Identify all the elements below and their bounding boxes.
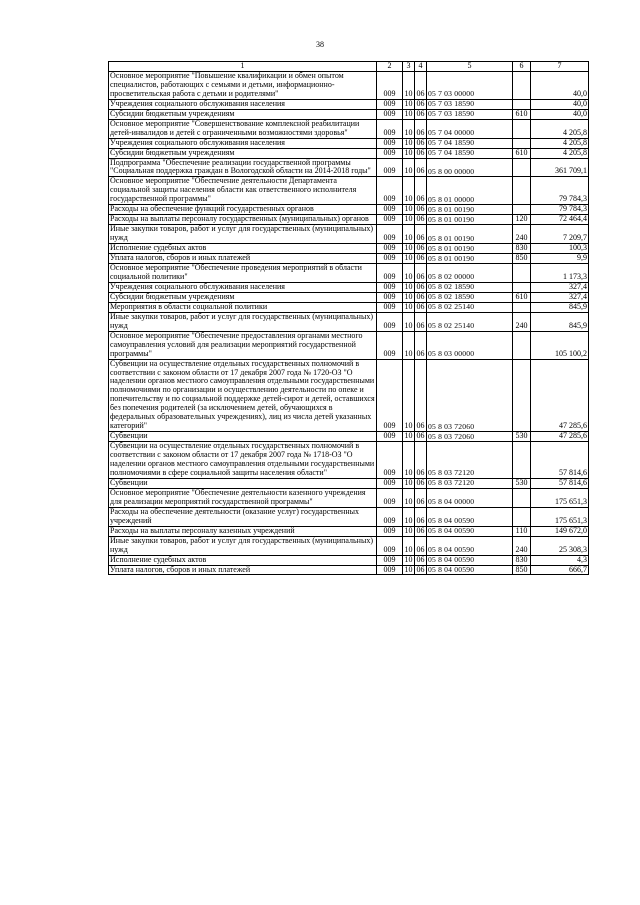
row-section: 10: [403, 225, 415, 244]
row-section: 10: [404, 526, 413, 535]
table-row: [109, 158, 589, 177]
row-target-article: 05 8 04 00590: [427, 536, 513, 555]
row-amount: 845,9: [531, 302, 589, 312]
row-admin-code: 009: [377, 565, 403, 575]
table-row: [109, 215, 589, 225]
row-name: Субвенции на осуществление отдельных государственных полномочий в соответствии с законом области от 17 декабря 2007 года № 1718-ОЗ "О наделении органов местного самоуправления отдельными государственными полномочиями в сфере социальной защиты населения области": [109, 442, 377, 479]
header-col-2: 2: [377, 62, 403, 72]
row-expense-type: [513, 119, 531, 138]
row-amount: 361 709,1: [531, 158, 589, 177]
row-section: 10: [404, 253, 413, 263]
row-subsection: 06: [416, 253, 425, 263]
row-admin-code: 009: [377, 71, 403, 99]
row-target-article: 05 7 03 18590: [427, 109, 513, 119]
row-amount: 4 205,8: [531, 148, 589, 158]
row-target-article: 05 8 00 00000: [427, 158, 513, 177]
row-section: 10: [404, 478, 413, 487]
row-subsection: 06: [415, 158, 427, 177]
row-section: 10: [404, 99, 413, 108]
row-subsection: 06: [415, 507, 427, 526]
row-expense-type: [513, 507, 531, 526]
row-target-article: 05 8 03 00000: [427, 331, 513, 359]
header-col-3: 3: [403, 62, 415, 72]
row-section: 10: [403, 177, 415, 205]
row-section: 10: [404, 138, 413, 147]
row-subsection: 06: [416, 526, 425, 535]
row-subsection: 06: [416, 214, 425, 224]
row-target-article: 05 8 01 00190: [427, 225, 513, 244]
row-section: 10: [403, 71, 415, 99]
row-section: 10: [403, 536, 415, 555]
row-target-article: 05 8 02 00000: [427, 264, 513, 283]
row-amount: 1 173,3: [531, 264, 589, 283]
row-target-article: 05 8 01 00190: [427, 244, 513, 254]
row-expense-type: 610: [513, 292, 531, 302]
table-header-row: [109, 62, 589, 72]
row-admin-code: 009: [377, 282, 403, 292]
row-admin-code: 009: [377, 205, 403, 215]
row-admin-code: 009: [377, 536, 403, 555]
row-section: 10: [404, 243, 413, 253]
row-section: 10: [404, 302, 413, 311]
row-subsection: 06: [415, 177, 427, 205]
row-expense-type: 850: [513, 254, 531, 264]
row-name: Учреждения социального обслуживания населения: [109, 99, 377, 109]
row-section: 10: [404, 555, 413, 564]
row-amount: 4 205,8: [531, 119, 589, 138]
table-row: [109, 359, 589, 432]
row-amount: 79 784,3: [531, 205, 589, 215]
table-row: [109, 478, 589, 488]
row-expense-type: [513, 442, 531, 479]
row-target-article: 05 8 02 18590: [427, 282, 513, 292]
row-target-article: 05 8 04 00590: [427, 555, 513, 565]
row-section: 10: [404, 282, 413, 291]
row-amount: 105 100,2: [531, 331, 589, 359]
header-col-1: 1: [109, 62, 377, 72]
row-name: Расходы на выплаты персоналу казенных учреждений: [109, 526, 377, 536]
row-amount: 175 651,3: [531, 507, 589, 526]
row-target-article: 05 8 02 18590: [427, 292, 513, 302]
row-name: Мероприятия в области социальной политики: [109, 302, 377, 312]
table-row: [109, 71, 589, 99]
row-target-article: 05 8 01 00190: [427, 205, 513, 215]
row-section: 10: [403, 264, 415, 283]
row-admin-code: 009: [377, 148, 403, 158]
row-admin-code: 009: [377, 177, 403, 205]
row-admin-code: 009: [377, 292, 403, 302]
page-number: 38: [316, 40, 324, 49]
row-expense-type: [513, 264, 531, 283]
row-name: Учреждения социального обслуживания населения: [109, 138, 377, 148]
row-name: Учреждения социального обслуживания населения: [109, 282, 377, 292]
row-subsection: 06: [415, 312, 427, 331]
row-expense-type: [513, 177, 531, 205]
row-target-article: 05 8 03 72120: [427, 478, 513, 488]
row-expense-type: 240: [513, 225, 531, 244]
row-amount: 57 814,6: [531, 478, 589, 488]
row-admin-code: 009: [377, 138, 403, 148]
table-row: [109, 302, 589, 312]
row-expense-type: [513, 205, 531, 215]
row-amount: 57 814,6: [531, 442, 589, 479]
row-admin-code: 009: [377, 331, 403, 359]
row-expense-type: 830: [513, 244, 531, 254]
row-admin-code: 009: [377, 507, 403, 526]
row-expense-type: 530: [513, 478, 531, 488]
table-row: [109, 138, 589, 148]
row-target-article: 05 7 03 00000: [427, 71, 513, 99]
row-section: 10: [404, 431, 413, 441]
row-expense-type: [513, 302, 531, 312]
table-row: [109, 148, 589, 158]
row-expense-type: [513, 488, 531, 507]
row-name: Основное мероприятие "Обеспечение деятельности Департамента социальной защиты населения области как ответственного исполнителя государственной программы": [109, 177, 377, 205]
row-expense-type: [513, 71, 531, 99]
row-section: 10: [404, 109, 413, 118]
row-section: 10: [403, 158, 415, 177]
table-row: [109, 555, 589, 565]
row-target-article: 05 8 01 00190: [427, 254, 513, 264]
row-section: 10: [403, 442, 415, 479]
row-admin-code: 009: [377, 215, 403, 225]
table-row: [109, 225, 589, 244]
table-row: [109, 205, 589, 215]
row-amount: 4,3: [531, 555, 589, 565]
row-subsection: 06: [416, 555, 425, 564]
row-target-article: 05 8 01 00190: [427, 215, 513, 225]
row-amount: 149 672,0: [531, 526, 589, 536]
row-section: 10: [404, 148, 413, 157]
row-expense-type: 850: [513, 565, 531, 575]
row-admin-code: 009: [377, 244, 403, 254]
table-row: [109, 254, 589, 264]
row-target-article: 05 7 03 18590: [427, 99, 513, 109]
row-amount: 40,0: [531, 109, 589, 119]
row-name: Субвенции на осуществление отдельных государственных полномочий в соответствии с законом области от 17 декабря 2007 года № 1720-ОЗ "О наделении органов местного самоуправления отдельными государственными полномочиями по организации и осуществлению деятельности по опеке и попечительству и по социальной поддержке детей-сирот и детей, оставшихся без попечения родителей (за исключением детей, обучающихся в федеральных образовательных учреждениях), лиц из числа детей указанных категорий": [110, 359, 375, 431]
row-admin-code: 009: [377, 225, 403, 244]
row-section: 10: [403, 331, 415, 359]
table-row: [109, 432, 589, 442]
table-row: [109, 536, 589, 555]
row-name: Иные закупки товаров, работ и услуг для государственных (муниципальных) нужд: [109, 312, 377, 331]
row-subsection: 06: [415, 442, 427, 479]
row-section: 10: [403, 119, 415, 138]
row-target-article: 05 7 04 00000: [427, 119, 513, 138]
row-subsection: 06: [415, 536, 427, 555]
row-amount: 9,9: [531, 254, 589, 264]
row-admin-code: 009: [377, 359, 403, 432]
row-section: 10: [404, 214, 413, 224]
header-col-6: 6: [513, 62, 531, 72]
row-section: 10: [404, 204, 413, 214]
row-subsection: 06: [415, 71, 427, 99]
row-target-article: 05 8 04 00000: [427, 488, 513, 507]
row-target-article: 05 8 01 00000: [427, 177, 513, 205]
budget-table: [108, 61, 589, 575]
row-name: Расходы на выплаты персоналу государственных (муниципальных) органов: [109, 215, 377, 225]
row-target-article: 05 8 03 72060: [427, 359, 513, 432]
row-amount: 666,7: [531, 565, 589, 575]
row-amount: 40,0: [531, 99, 589, 109]
row-subsection: 06: [416, 99, 425, 108]
row-subsection: 06: [415, 119, 427, 138]
table-row: [109, 264, 589, 283]
table-row: [109, 119, 589, 138]
row-expense-type: [513, 138, 531, 148]
row-amount: 327,4: [531, 292, 589, 302]
row-name: Основное мероприятие "Повышение квалификации и обмен опытом специалистов, работающих с семьями и детьми, информационно-просветительская работа с детьми и родителями": [109, 71, 377, 99]
row-expense-type: 240: [513, 536, 531, 555]
header-col-4: 4: [415, 62, 427, 72]
header-col-7: 7: [531, 62, 589, 72]
row-amount: 100,3: [531, 244, 589, 254]
row-subsection: 06: [416, 243, 425, 253]
row-amount: 327,4: [531, 282, 589, 292]
row-section: 10: [403, 359, 415, 432]
row-expense-type: 610: [513, 148, 531, 158]
row-name: Основное мероприятие "Обеспечение деятельности казенного учреждения для реализации мероприятий государственной программы": [109, 488, 377, 507]
row-name: Основное мероприятие "Обеспечение проведения мероприятий в области социальной политики": [109, 264, 377, 283]
row-amount: 25 308,3: [531, 536, 589, 555]
row-subsection: 06: [416, 204, 425, 214]
row-admin-code: 009: [377, 432, 403, 442]
table-row: [109, 292, 589, 302]
row-subsection: 06: [416, 292, 425, 301]
row-name: Исполнение судебных актов: [109, 555, 377, 565]
row-name: Субсидии бюджетным учреждениям: [109, 109, 377, 119]
row-name: Уплата налогов, сборов и иных платежей: [109, 254, 377, 264]
row-admin-code: 009: [377, 478, 403, 488]
table-row: [109, 312, 589, 331]
row-amount: 72 464,4: [531, 215, 589, 225]
row-expense-type: 610: [513, 109, 531, 119]
row-section: 10: [403, 312, 415, 331]
row-admin-code: 009: [377, 99, 403, 109]
row-subsection: 06: [416, 109, 425, 118]
table-row: [109, 442, 589, 479]
table-row: [109, 507, 589, 526]
row-name: Субсидии бюджетным учреждениям: [109, 292, 377, 302]
row-target-article: 05 8 02 25140: [427, 312, 513, 331]
row-name: Иные закупки товаров, работ и услуг для государственных (муниципальных) нужд: [109, 225, 377, 244]
row-target-article: 05 8 03 72120: [427, 442, 513, 479]
row-expense-type: [513, 158, 531, 177]
row-amount: 845,9: [531, 312, 589, 331]
table-row: [109, 244, 589, 254]
row-amount: 4 205,8: [531, 138, 589, 148]
table-row: [109, 282, 589, 292]
row-admin-code: 009: [377, 442, 403, 479]
row-expense-type: 120: [513, 215, 531, 225]
row-name: Субвенции: [109, 478, 377, 488]
row-target-article: 05 8 02 25140: [427, 302, 513, 312]
row-section: 10: [403, 488, 415, 507]
row-subsection: 06: [415, 264, 427, 283]
row-target-article: 05 7 04 18590: [427, 148, 513, 158]
row-expense-type: [513, 331, 531, 359]
row-subsection: 06: [416, 282, 425, 291]
row-amount: 47 285,6: [531, 432, 589, 442]
row-admin-code: 009: [377, 302, 403, 312]
row-target-article: 05 8 03 72060: [427, 432, 513, 442]
table-body: [109, 71, 589, 575]
table-row: [109, 565, 589, 575]
row-section: 10: [404, 292, 413, 301]
row-admin-code: 009: [377, 119, 403, 138]
row-subsection: 06: [415, 488, 427, 507]
row-amount: 175 651,3: [531, 488, 589, 507]
row-target-article: 05 7 04 18590: [427, 138, 513, 148]
row-name: Основное мероприятие "Совершенствование комплексной реабилитации детей-инвалидов и детей с ограниченными возможностями здоровья": [109, 119, 377, 138]
row-subsection: 06: [416, 138, 425, 147]
row-name: Подпрограмма "Обеспечение реализации государственной программы "Социальная поддержка граждан в Вологодской области на 2014-2018 годы": [109, 158, 377, 177]
row-target-article: 05 8 04 00590: [427, 526, 513, 536]
row-name: Основное мероприятие "Обеспечение предоставления органами местного самоуправления условий для реализации мероприятий государственной программы": [109, 331, 377, 359]
table-row: [109, 177, 589, 205]
row-expense-type: [513, 282, 531, 292]
row-admin-code: 009: [377, 254, 403, 264]
row-name: Субсидии бюджетным учреждениям: [109, 148, 377, 158]
row-subsection: 06: [415, 359, 427, 432]
header-col-5: 5: [427, 62, 513, 72]
row-section: 10: [404, 565, 413, 574]
row-name: Субвенции: [109, 432, 377, 442]
row-target-article: 05 8 04 00590: [427, 565, 513, 575]
row-expense-type: 110: [513, 526, 531, 536]
table-row: [109, 488, 589, 507]
row-name: Исполнение судебных актов: [109, 244, 377, 254]
row-subsection: 06: [416, 431, 425, 441]
row-amount: 47 285,6: [531, 359, 589, 432]
row-admin-code: 009: [377, 109, 403, 119]
row-target-article: 05 8 04 00590: [427, 507, 513, 526]
row-admin-code: 009: [377, 158, 403, 177]
row-amount: 40,0: [531, 71, 589, 99]
row-admin-code: 009: [377, 312, 403, 331]
row-subsection: 06: [416, 565, 425, 574]
row-amount: 79 784,3: [531, 177, 589, 205]
row-subsection: 06: [415, 225, 427, 244]
table-row: [109, 526, 589, 536]
table-row: [109, 331, 589, 359]
row-expense-type: [513, 99, 531, 109]
row-subsection: 06: [415, 331, 427, 359]
row-admin-code: 009: [377, 526, 403, 536]
table-row: [109, 109, 589, 119]
row-section: 10: [403, 507, 415, 526]
row-subsection: 06: [416, 302, 425, 311]
row-name: Расходы на обеспечение деятельности (оказание услуг) государственных учреждений: [109, 507, 377, 526]
row-expense-type: 240: [513, 312, 531, 331]
row-amount: 7 209,7: [531, 225, 589, 244]
row-subsection: 06: [416, 478, 425, 487]
row-subsection: 06: [416, 148, 425, 157]
table-row: [109, 99, 589, 109]
row-name: Иные закупки товаров, работ и услуг для государственных (муниципальных) нужд: [109, 536, 377, 555]
row-name: Расходы на обеспечение функций государственных органов: [109, 205, 377, 215]
row-expense-type: [513, 359, 531, 432]
row-expense-type: 830: [513, 555, 531, 565]
row-expense-type: 530: [513, 432, 531, 442]
row-admin-code: 009: [377, 488, 403, 507]
row-name: Уплата налогов, сборов и иных платежей: [109, 565, 377, 575]
row-admin-code: 009: [377, 264, 403, 283]
row-admin-code: 009: [377, 555, 403, 565]
